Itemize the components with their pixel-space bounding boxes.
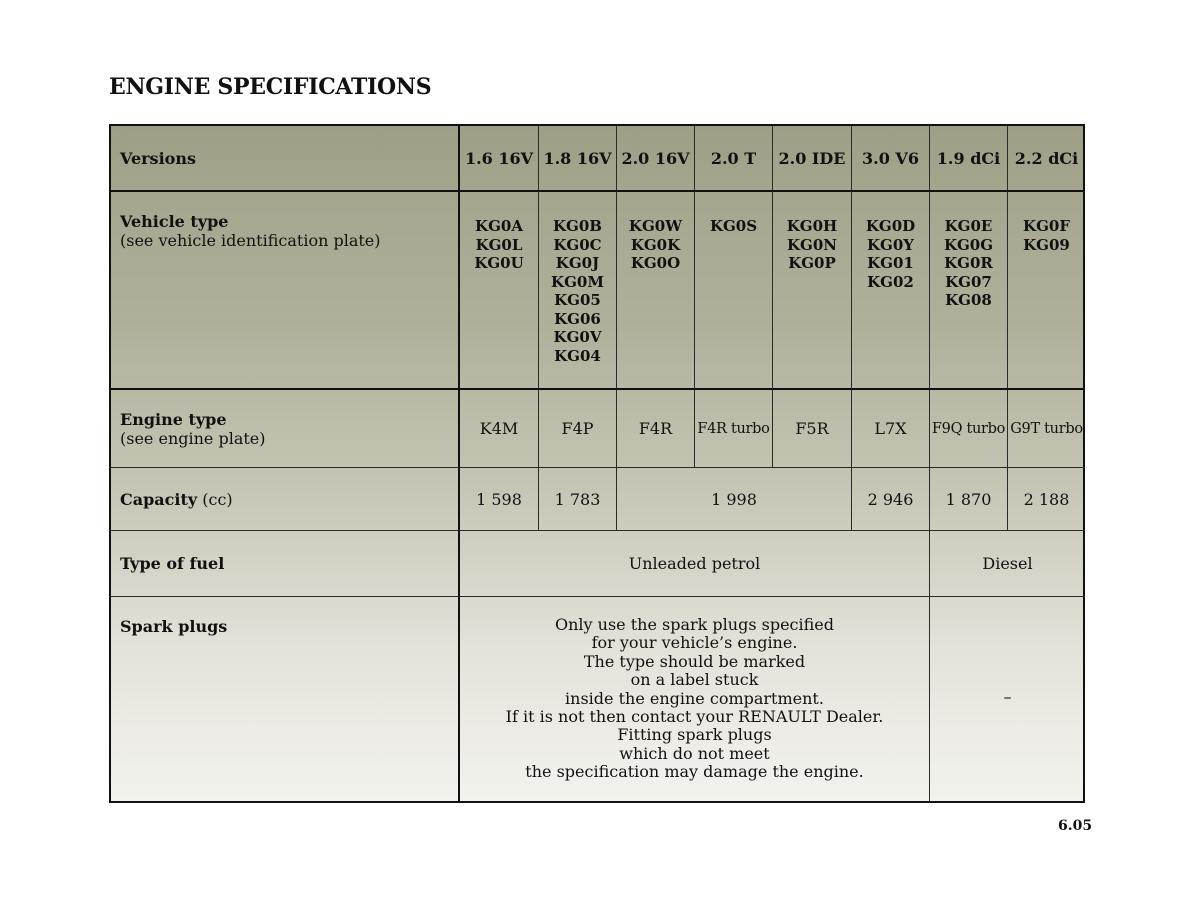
vehicle-type-code: KG0J: [555, 254, 600, 272]
vehicle-type-code: KG0V: [553, 328, 602, 346]
version-header: 3.0 V6: [852, 126, 930, 192]
vehicle-type-code: KG0Y: [867, 235, 914, 254]
engine-type-label: Engine type: [120, 410, 227, 429]
vehicle-type-code: KG0C: [553, 235, 602, 254]
version-header: 2.0 T: [695, 126, 773, 192]
page-title: ENGINE SPECIFICATIONS: [109, 74, 432, 100]
engine-type-value: L7X: [852, 390, 930, 468]
spark-note-line: Only use the spark plugs specified: [554, 615, 835, 634]
vehicle-type-code: KG07: [945, 272, 992, 291]
vehicle-type-code: KG08: [945, 291, 992, 309]
vehicle-type-code: KG0D: [865, 217, 916, 235]
spark-note-line: If it is not then contact your RENAULT Dealer.: [505, 707, 884, 727]
engine-type-value: F4R: [617, 390, 695, 468]
vehicle-type-code: KG04: [554, 346, 601, 365]
vehicle-type-code: KG0K: [630, 235, 681, 254]
spark-plugs-diesel: –: [1003, 686, 1012, 706]
engine-type-text: F9Q turbo: [931, 420, 1006, 437]
vehicle-type-code: KG0S: [709, 217, 758, 235]
vehicle-type-label: Vehicle type: [120, 212, 229, 231]
vehicle-type-codes: [539, 192, 617, 390]
spark-note-line: the specification may damage the engine.: [525, 762, 864, 782]
page-number: 6.05: [1058, 818, 1093, 834]
vehicle-type-code: KG0L: [475, 235, 523, 254]
spark-plugs-note: [460, 597, 930, 801]
vehicle-type-code: KG0H: [786, 217, 838, 235]
vehicle-type-code: KG01: [867, 254, 914, 272]
version-header: 2.2 dCi: [1008, 126, 1085, 192]
vehicle-type-code: KG0W: [628, 217, 683, 235]
fuel-diesel: Diesel: [930, 531, 1085, 597]
capacity-value: 1 598: [460, 468, 539, 531]
vehicle-type-code: KG0M: [551, 272, 604, 291]
version-header: 1.6 16V: [460, 126, 539, 192]
spark-note-line: Fitting spark plugs: [617, 725, 772, 745]
versions-label-cell: [111, 126, 460, 192]
vehicle-type-code: KG0A: [475, 217, 523, 235]
vehicle-type-label-cell: [111, 192, 460, 390]
version-header: 2.0 IDE: [773, 126, 852, 192]
engine-specs-table: [109, 124, 1085, 803]
engine-type-value: [1008, 390, 1085, 468]
capacity-label-cell: [111, 468, 460, 531]
spark-note-line: The type should be marked: [583, 651, 806, 671]
vehicle-type-codes: [695, 192, 773, 390]
engine-type-text: F4R turbo: [697, 420, 770, 437]
fuel-petrol: Unleaded petrol: [460, 531, 930, 597]
vehicle-type-code: KG0F: [1023, 217, 1070, 235]
capacity-value: 1 783: [539, 468, 617, 531]
capacity-value: 1 870: [930, 468, 1008, 531]
capacity-label: Capacity: [120, 489, 198, 509]
engine-type-value: F5R: [773, 390, 852, 468]
engine-type-value: F4P: [539, 390, 617, 468]
spark-label: Spark plugs: [120, 617, 228, 636]
engine-type-value: [695, 390, 773, 468]
version-header: 1.9 dCi: [930, 126, 1008, 192]
vehicle-type-note: (see vehicle identification plate): [120, 231, 381, 250]
capacity-value: 2 188: [1008, 468, 1085, 531]
vehicle-type-code: KG0U: [474, 254, 524, 272]
spark-note-line: on a label stuck: [630, 670, 759, 690]
capacity-value: 2 946: [852, 468, 930, 531]
vehicle-type-code: KG0E: [944, 217, 993, 235]
fuel-label-cell: [111, 531, 460, 597]
vehicle-type-code: KG0N: [787, 235, 837, 254]
vehicle-type-codes: [773, 192, 852, 390]
spark-note-line: inside the engine compartment.: [565, 688, 824, 708]
vehicle-type-code: KG0G: [943, 235, 994, 254]
spark-label-cell: [111, 597, 460, 801]
capacity-value: 1 998: [617, 468, 852, 531]
engine-type-note: (see engine plate): [120, 429, 266, 448]
vehicle-type-code: KG0B: [553, 217, 602, 235]
capacity-unit: (cc): [202, 489, 233, 509]
vehicle-type-codes: [460, 192, 539, 390]
vehicle-type-code: KG0R: [944, 254, 993, 272]
engine-type-text: G9T turbo: [1010, 420, 1083, 437]
versions-label: Versions: [120, 148, 196, 168]
spark-note-line: for your vehicle’s engine.: [591, 633, 798, 653]
engine-type-label-cell: [111, 390, 460, 468]
vehicle-type-codes: [930, 192, 1008, 390]
vehicle-type-code: KG02: [867, 272, 914, 291]
vehicle-type-code: KG05: [554, 291, 601, 309]
engine-type-value: K4M: [460, 390, 539, 468]
version-header: 2.0 16V: [617, 126, 695, 192]
fuel-label: Type of fuel: [120, 554, 225, 573]
vehicle-type-code: KG0P: [788, 254, 836, 272]
vehicle-type-code: KG09: [1023, 235, 1070, 254]
version-header: 1.8 16V: [539, 126, 617, 192]
vehicle-type-codes: [1008, 192, 1085, 390]
spark-note-line: which do not meet: [619, 743, 770, 763]
engine-type-value: [930, 390, 1008, 468]
vehicle-type-codes: [617, 192, 695, 390]
vehicle-type-codes: [852, 192, 930, 390]
vehicle-type-code: KG0O: [630, 254, 681, 272]
vehicle-type-code: KG06: [554, 309, 601, 328]
